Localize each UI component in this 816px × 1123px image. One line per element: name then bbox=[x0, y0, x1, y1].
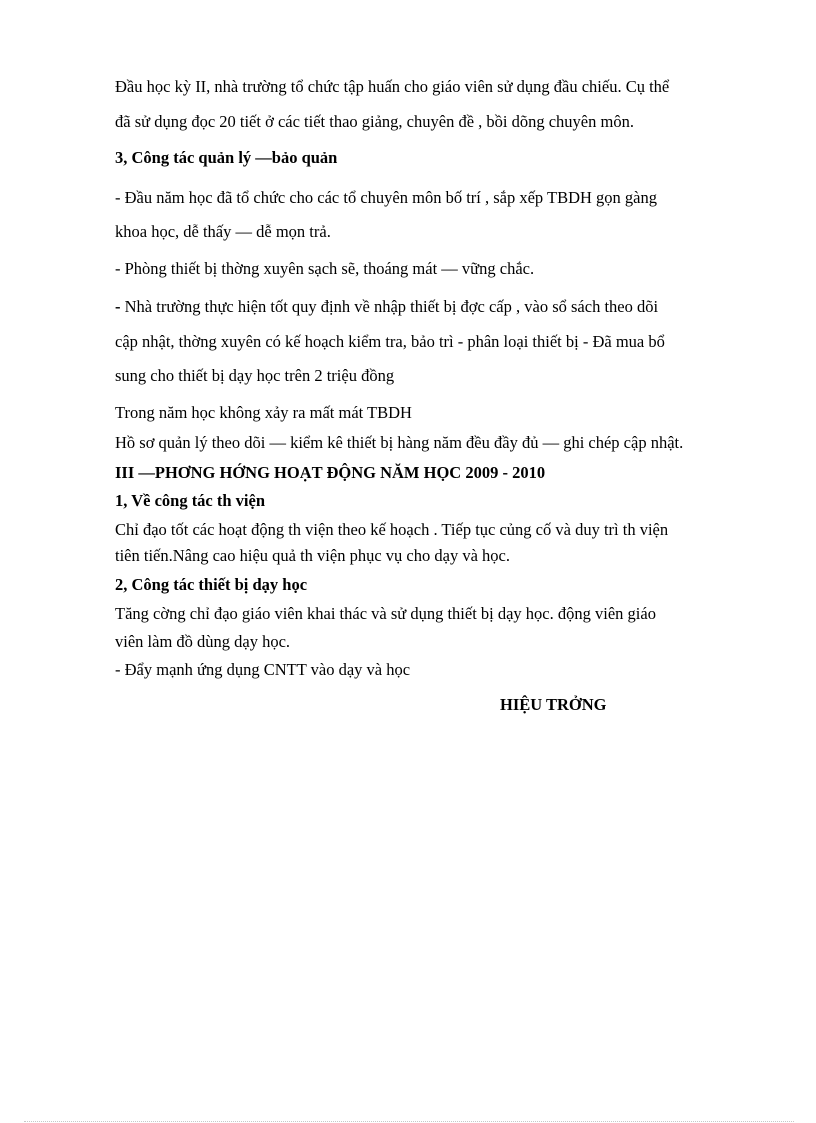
page-bottom-rule bbox=[24, 1121, 794, 1122]
paragraph-it-application: - Đẩy mạnh ứng dụng CNTT vào dạy và học bbox=[115, 660, 411, 679]
paragraph-records: Hồ sơ quản lý theo dõi — kiểm kê thiết bị hàng năm đều đầy đủ — ghi chép cập nhật. bbox=[115, 433, 684, 452]
paragraph-regulation-text: Nhà trường thực hiện tốt quy định về nhập thiết bị đợc cấp , vào sổ sách theo dõi bbox=[124, 297, 659, 316]
paragraph-library-line-1: Chỉ đạo tốt các hoạt động th viện theo kế hoạch . Tiếp tục củng cố và duy trì th viện bbox=[115, 520, 669, 539]
heading-library: 1, Về công tác th viện bbox=[115, 491, 266, 510]
heading-teaching-equipment: 2, Công tác thiết bị dạy học bbox=[115, 575, 308, 594]
paragraph-training-line-1: Đầu học kỳ II, nhà trường tổ chức tập huấn cho giáo viên sử dụng đầu chiếu. Cụ thể bbox=[115, 77, 670, 96]
paragraph-library-line-2: tiên tiến.Nâng cao hiệu quả th viện phục vụ cho dạy và học. bbox=[115, 546, 510, 565]
paragraph-regulation-line-1 bbox=[115, 297, 658, 317]
paragraph-equipment-room: - Phòng thiết bị thờng xuyên sạch sẽ, thoáng mát — vững chắc. bbox=[115, 259, 535, 278]
paragraph-arrangement-line-1: - Đầu năm học đã tổ chức cho các tổ chuyên môn bố trí , sắp xếp TBDH gọn gàng bbox=[115, 188, 657, 207]
paragraph-equipment-line-2: viên làm đồ dùng dạy học. bbox=[115, 632, 291, 651]
paragraph-equipment-line-1: Tăng cờng chỉ đạo giáo viên khai thác và sử dụng thiết bị dạy học. động viên giáo bbox=[115, 604, 656, 623]
heading-part-3: III —PHƠNG HỚNG HOẠT ĐỘNG NĂM HỌC 2009 - 2010 bbox=[115, 463, 546, 482]
paragraph-regulation-dash: - bbox=[115, 297, 125, 316]
paragraph-training-line-2: đã sử dụng đọc 20 tiết ở các tiết thao giảng, chuyên đề , bồi dõng chuyên môn. bbox=[115, 112, 634, 131]
signature-principal: HIỆU TRỞNG bbox=[500, 695, 607, 714]
paragraph-no-loss: Trong năm học không xảy ra mất mát TBDH bbox=[115, 403, 412, 422]
paragraph-regulation-line-2: cập nhật, thờng xuyên có kế hoạch kiểm tra, bảo trì - phân loại thiết bị - Đã mua bổ bbox=[115, 332, 665, 351]
heading-section-3: 3, Công tác quản lý —bảo quản bbox=[115, 148, 338, 167]
paragraph-arrangement-line-2: khoa học, dễ thấy — dễ mọn trả. bbox=[115, 222, 331, 241]
paragraph-regulation-line-3: sung cho thiết bị dạy học trên 2 triệu đồng bbox=[115, 366, 395, 385]
